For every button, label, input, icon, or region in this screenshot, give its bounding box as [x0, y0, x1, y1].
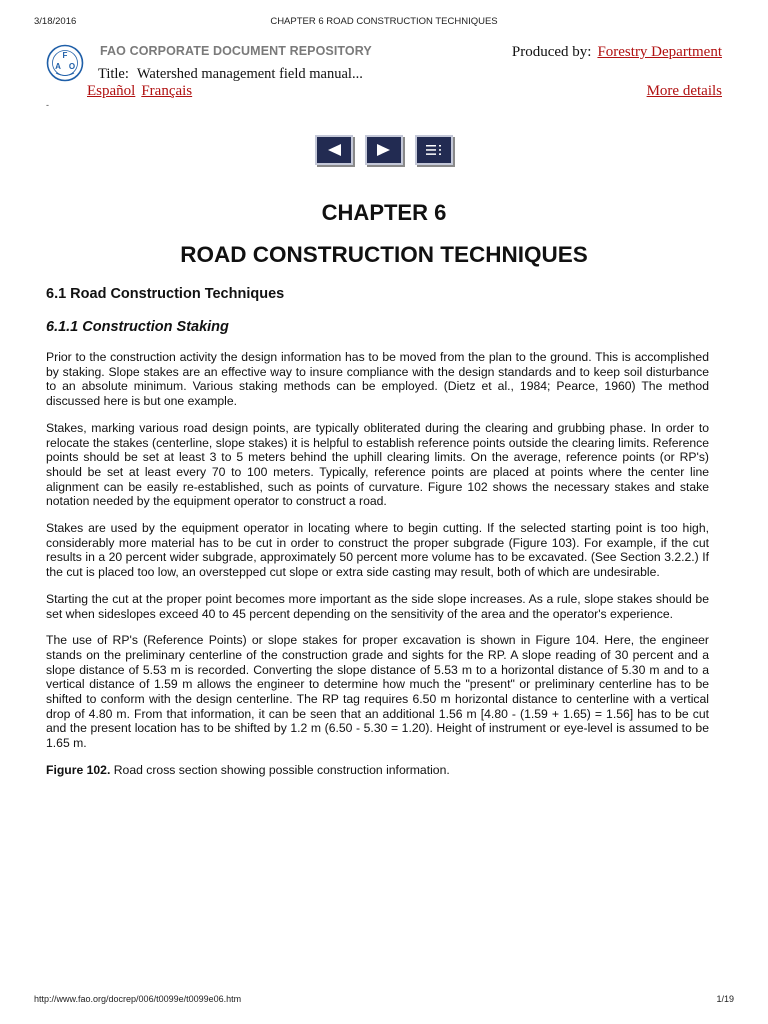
paragraph: Stakes are used by the equipment operator in locating where to begin cutting. If the selected starting point is too high, considerably more material has to be cut in order to construct the proper subgrade (Figure 103). For example, if the cut results in a 20 percent wider subgrade, approximately 50 percent more volume has to be excavated. (See Section 3.2.2.) If the cut is placed too low, an overstepped cut slope or extra side casting may result, both of which are undesirable.	[46, 521, 709, 580]
next-button[interactable]	[365, 135, 403, 165]
more-details-link[interactable]: More details	[646, 83, 722, 99]
print-page-number: 1/19	[716, 994, 734, 1004]
figure-label: Figure 102.	[46, 762, 111, 777]
logo-letter-a: A	[55, 62, 61, 71]
contents-icon	[425, 143, 443, 157]
document-title-label: Title:	[98, 66, 129, 82]
repository-name: FAO CORPORATE DOCUMENT REPOSITORY	[100, 44, 372, 58]
print-date: 3/18/2016	[34, 16, 77, 27]
produced-by-label: Produced by:	[511, 44, 592, 60]
language-link-espanol[interactable]: Español	[87, 83, 136, 99]
language-link-francais[interactable]: Français	[141, 83, 193, 99]
logo-letter-f: F	[62, 51, 68, 60]
previous-button[interactable]	[315, 135, 353, 165]
subsection-heading: 6.1.1 Construction Staking	[46, 319, 229, 335]
language-links	[87, 83, 198, 100]
paragraph: Prior to the construction activity the design information has to be moved from the plan to the ground. This is accomplished by staking. Slope stakes are an effective way to insure compliance with the design standards and to keep soil disturbance to an absolute minimum. Various staking methods can be employed. (Dietz et al., 1984; Pearce, 1960) The method discussed here is but one example.	[46, 350, 709, 409]
paragraph: Stakes, marking various road design points, are typically obliterated during the clearing and grubbing phase. In order to relocate the stakes (centerline, slope stakes) it is helpful to establish reference points outside the clearing limits. Reference points should be set at least 3 to 5 meters behind the uphill clearing limits. On the average, reference points (or RP's) should be set at least every 70 to 100 meters. Typically, reference points are placed at points where the center line alignment can be easily re-established, such as points of curvature. Figure 102 shows the necessary stakes and stake notation needed by the equipment operator to construct a road.	[46, 420, 709, 509]
print-url: http://www.fao.org/docrep/006/t0099e/t0099e06.htm	[34, 994, 242, 1004]
chapter-navigation	[315, 135, 453, 165]
previous-icon	[326, 143, 342, 157]
dash-text: -	[46, 100, 49, 110]
print-header	[34, 16, 734, 30]
logo-letter-o: O	[68, 62, 76, 71]
document-title	[98, 66, 363, 83]
print-page-title: CHAPTER 6 ROAD CONSTRUCTION TECHNIQUES	[270, 16, 498, 27]
chapter-number-heading: CHAPTER 6	[321, 200, 447, 225]
figure-caption	[46, 763, 709, 778]
chapter-title-heading: ROAD CONSTRUCTION TECHNIQUES	[180, 242, 588, 267]
article-body	[46, 350, 709, 790]
forestry-department-link[interactable]: Forestry Department	[597, 44, 722, 60]
figure-caption-text: Road cross section showing possible construction information.	[110, 762, 450, 777]
section-heading: 6.1 Road Construction Techniques	[46, 286, 285, 302]
document-title-value: Watershed management field manual...	[136, 66, 363, 82]
paragraph: Starting the cut at the proper point becomes more important as the side slope increases. As a rule, slope stakes should be set when sideslopes exceed 40 to 45 percent depending on the sensitivity of the area and the operator's experience.	[46, 591, 709, 621]
paragraph: The use of RP's (Reference Points) or slope stakes for proper excavation is shown in Figure 104. Here, the engineer stands on the preliminary centerline of the construction grade and sights for the RP. A slope reading of 30 percent and a slope distance of 5.53 m is recorded. Converting the slope distance of 5.53 m to a horizontal distance of 5.30 m and to a vertical distance of 1.59 m allows the engineer to determine how much the "present" or preliminary centerline has to be shifted to conform with the design centerline. The RP tag requires 6.50 m horizontal distance to centerline with a vertical drop of 4.80 m. From that information, it can be seen that an additional 1.56 m [4.80 - (1.59 + 1.65) = 1.56] has to be cut and the present location has to be shifted by 1.2 m (6.50 - 5.30 = 1.20). Height of instrument or eye-level is assumed to be 1.65 m.	[46, 633, 709, 751]
print-footer	[34, 994, 734, 1008]
produced-by	[512, 44, 722, 61]
fao-logo-icon	[46, 44, 84, 82]
contents-button[interactable]	[415, 135, 453, 165]
next-icon	[376, 143, 392, 157]
